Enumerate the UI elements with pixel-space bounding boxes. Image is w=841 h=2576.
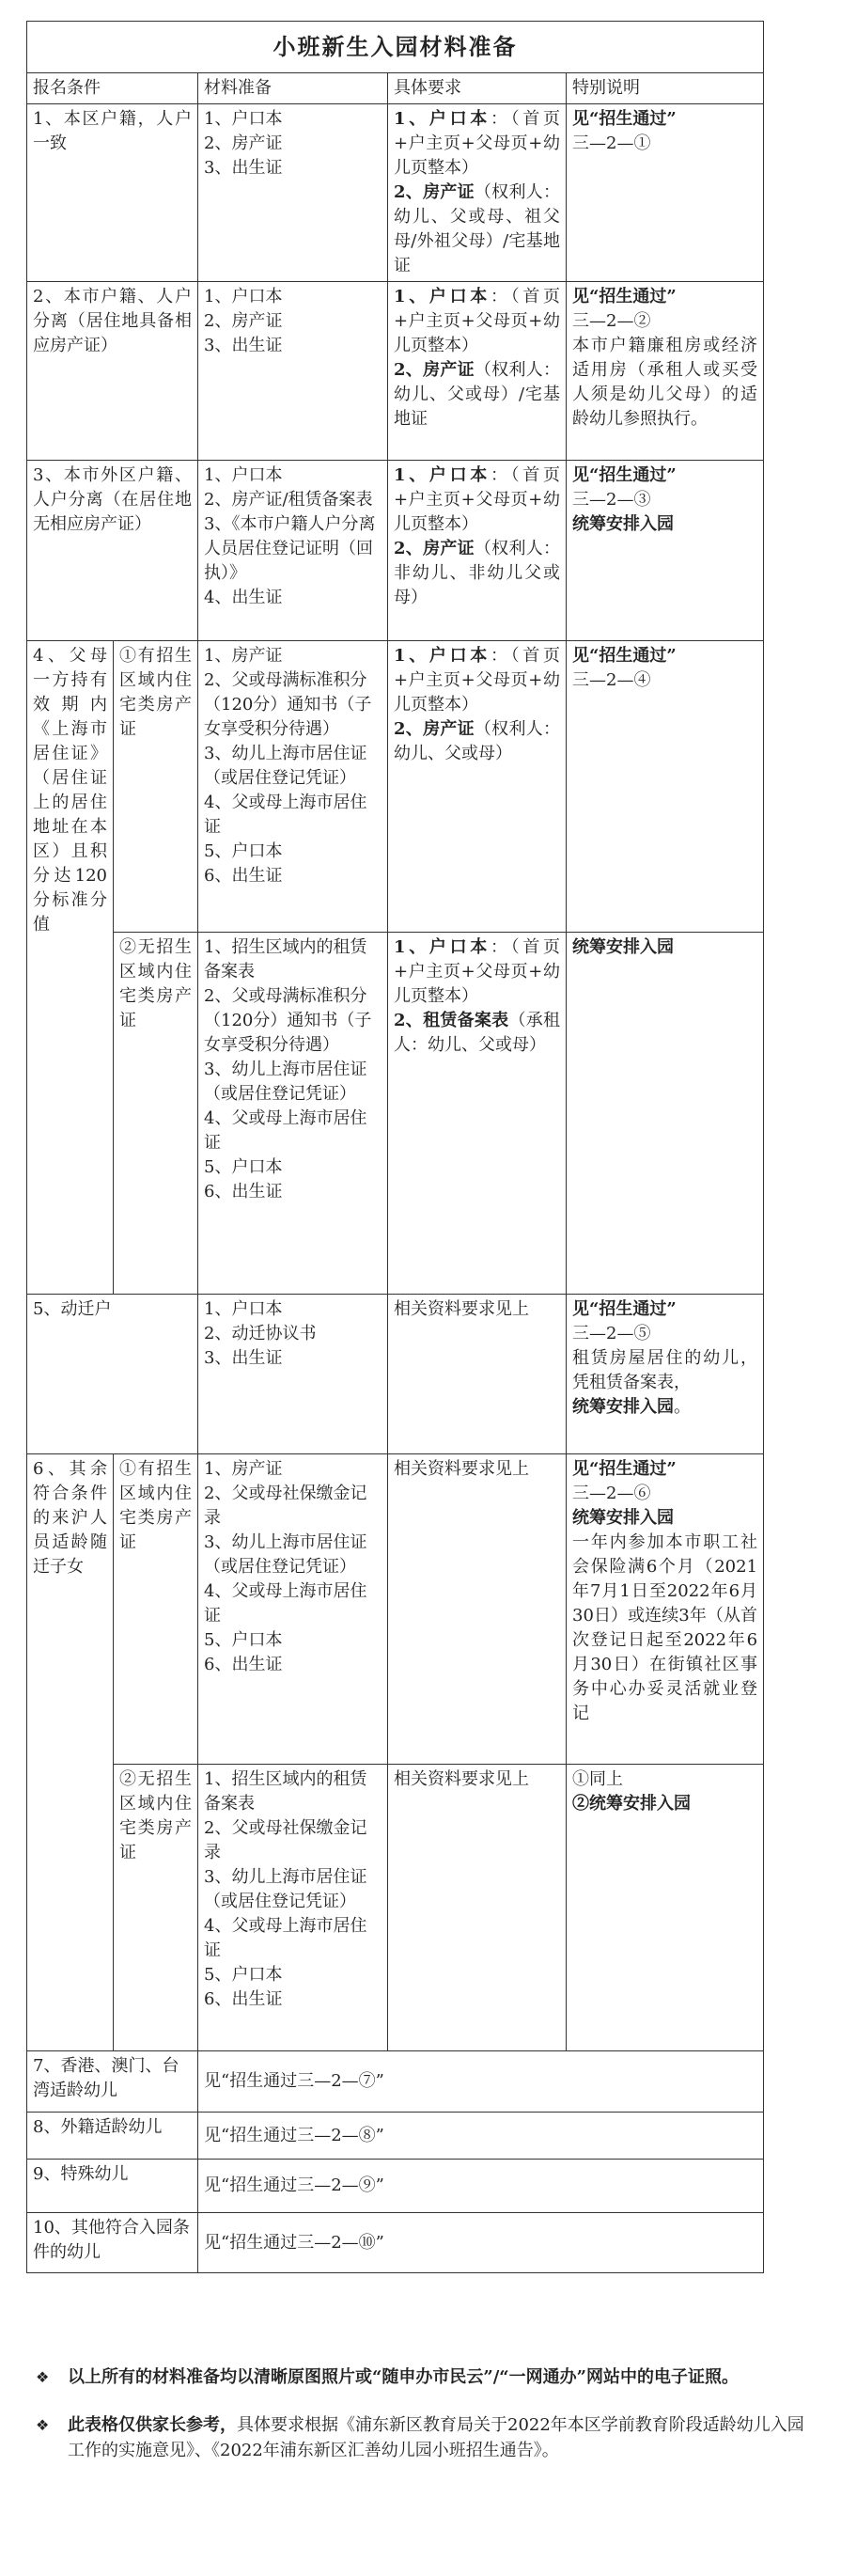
material-item: 4、父或母上海市居住证 — [204, 1581, 367, 1626]
material-item: 2、父或母满标准积分（120分）通知书（子女享受积分待遇） — [204, 986, 372, 1055]
notes-cell — [567, 282, 764, 461]
table-row — [27, 2213, 764, 2273]
table-row — [27, 1295, 764, 1454]
bold-text: 1、户口本 — [394, 287, 491, 306]
bold-text: 见“招生通过” — [572, 287, 677, 306]
text-line — [572, 309, 757, 334]
condition-cell: 8、外籍适龄幼儿 — [27, 2113, 198, 2160]
requirements-cell: 相关资料要求见上 — [388, 1765, 567, 2051]
notes-cell: 见“招生通过三—2—⑨” — [198, 2160, 764, 2213]
condition-cell: 2、本市户籍、人户分离（居住地具备相应房产证） — [27, 282, 198, 461]
table-row — [27, 461, 764, 641]
materials-cell — [198, 641, 388, 933]
text-line — [572, 488, 757, 512]
text-line — [394, 935, 560, 1009]
plain-text: ：（首页+户主页+父母页+幼儿页整本） — [394, 937, 561, 1006]
material-item: 1、户口本 — [204, 1299, 283, 1319]
material-item: 4、父或母上海市居住证 — [204, 1916, 367, 1960]
table-row — [27, 1765, 764, 2051]
subcondition-cell: ②无招生区域内住宅类房产证 — [114, 933, 198, 1295]
header-row — [27, 73, 764, 104]
bold-text: 2、租赁备案表 — [394, 1011, 509, 1030]
condition-cell: 10、其他符合入园条件的幼儿 — [27, 2213, 198, 2273]
material-item: 3、幼儿上海市居住证（或居住登记凭证） — [204, 1867, 367, 1911]
text-line — [394, 107, 560, 181]
text-line — [572, 512, 757, 537]
footnote-text — [68, 2412, 806, 2463]
material-item: 3、幼儿上海市居住证（或居住登记凭证） — [204, 1060, 367, 1104]
text-line — [572, 1395, 757, 1420]
notes-cell — [567, 933, 764, 1295]
material-item: 3、幼儿上海市居住证（或居住登记凭证） — [204, 744, 367, 788]
bold-text: 见“招生通过” — [572, 465, 677, 485]
material-item: 5、户口本 — [204, 1965, 283, 1985]
text-line — [394, 537, 560, 610]
requirements-cell — [388, 461, 567, 641]
bold-text: 2、房产证 — [394, 719, 475, 739]
notes-cell — [567, 1295, 764, 1454]
material-item: 6、出生证 — [204, 1989, 283, 2009]
material-item: 5、户口本 — [204, 1630, 283, 1650]
material-item: 6、出生证 — [204, 1182, 283, 1202]
footnotes — [36, 2364, 806, 2486]
material-item: 2、父或母社保缴金记录 — [204, 1818, 367, 1862]
requirements-cell — [388, 641, 567, 933]
material-item: 6、出生证 — [204, 866, 283, 886]
subcondition-cell: ①有招生区域内住宅类房产证 — [114, 641, 198, 933]
header-requirements: 具体要求 — [388, 73, 567, 104]
diamond-bullet-icon: ❖ — [36, 2368, 50, 2386]
notes-cell: 见“招生通过三—2—⑩” — [198, 2213, 764, 2273]
table-row — [27, 2160, 764, 2213]
header-materials: 材料准备 — [198, 73, 388, 104]
material-item: 2、房产证 — [204, 134, 283, 153]
text-line — [572, 1792, 757, 1816]
text-line — [572, 1767, 757, 1792]
material-item: 3、出生证 — [204, 336, 283, 355]
text-line — [572, 107, 757, 132]
text-line — [572, 644, 757, 668]
subcondition-cell: ②无招生区域内住宅类房产证 — [114, 1765, 198, 2051]
footnote-rest: 具体要求根据《浦东新区教育局关于2022年本区学前教育阶段适龄幼儿入园工作的实施意见》、《2022年浦东新区汇善幼儿园小班招生通告》。 — [68, 2415, 804, 2460]
notes-cell: 见“招生通过三—2—⑦” — [198, 2051, 764, 2113]
plain-text: 。 — [674, 1397, 691, 1417]
notes-cell — [567, 104, 764, 282]
material-item: 6、出生证 — [204, 1655, 283, 1674]
material-item: 2、动迁协议书 — [204, 1324, 317, 1343]
requirements-cell — [388, 104, 567, 282]
bold-text: 统筹安排入园 — [572, 1508, 674, 1528]
text-line — [394, 285, 560, 358]
condition-cell: 1、本区户籍，人户一致 — [27, 104, 198, 282]
table-row — [27, 104, 764, 282]
subcondition-cell: ①有招生区域内住宅类房产证 — [114, 1454, 198, 1765]
materials-cell — [198, 282, 388, 461]
table-row — [27, 282, 764, 461]
plain-text: （权利人：幼儿、父或母、祖父母/外祖父母）/宅基地证 — [394, 182, 561, 275]
notes-cell — [567, 461, 764, 641]
text-line — [572, 285, 757, 309]
text-line — [572, 1346, 757, 1395]
header-condition: 报名条件 — [27, 73, 198, 104]
footnote-item — [36, 2364, 806, 2390]
text-line — [572, 668, 757, 693]
text-line — [394, 717, 560, 766]
plain-text: 三—2—③ — [572, 490, 651, 510]
condition-cell: 3、本市外区户籍、人户分离（在居住地无相应房产证） — [27, 461, 198, 641]
plain-text: 租赁房屋居住的幼儿，凭租赁备案表， — [572, 1348, 758, 1392]
materials-cell — [198, 461, 388, 641]
bold-text: 1、户口本 — [394, 937, 491, 957]
materials-table — [26, 21, 764, 2273]
material-item: 3、《本市户籍人户分离人员居住登记证明（回执）》 — [204, 514, 376, 583]
table-title: 小班新生入园材料准备 — [27, 22, 764, 73]
table-row — [27, 2051, 764, 2113]
plain-text: ：（首页+户主页+父母页+幼儿页整本） — [394, 287, 561, 355]
bold-text: 2、房产证 — [394, 539, 475, 558]
plain-text: 本市户籍廉租房或经济适用房（承租人或买受人须是幼儿父母）的适龄幼儿参照执行。 — [572, 336, 758, 429]
requirements-cell: 相关资料要求见上 — [388, 1454, 567, 1765]
plain-text: ：（首页+户主页+父母页+幼儿页整本） — [394, 109, 561, 178]
bold-text: 见“招生通过” — [572, 646, 677, 666]
material-item: 1、房产证 — [204, 1459, 283, 1479]
notes-cell — [567, 641, 764, 933]
notes-cell — [567, 1454, 764, 1765]
text-line — [572, 132, 757, 156]
condition-cell: 4、父母一方持有效期内《上海市居住证》（居住证上的居住地址在本区）且积分达120分标准分值 — [27, 641, 114, 1295]
plain-text: 三—2—⑥ — [572, 1484, 651, 1503]
text-line — [572, 1506, 757, 1531]
bold-text: 统筹安排入园 — [572, 1397, 674, 1417]
notes-cell: 见“招生通过三—2—⑧” — [198, 2113, 764, 2160]
material-item: 5、户口本 — [204, 841, 283, 861]
material-item: 5、户口本 — [204, 1157, 283, 1177]
text-line — [572, 1457, 757, 1482]
footnote-text: 以上所有的材料准备均以清晰原图照片或“随申办市民云”/“一网通办”网站中的电子证照。 — [68, 2367, 739, 2387]
material-item: 1、户口本 — [204, 287, 283, 306]
plain-text: 三—2—④ — [572, 670, 651, 690]
table-row — [27, 1454, 764, 1765]
text-line — [572, 1322, 757, 1346]
material-item: 1、招生区域内的租赁备案表 — [204, 1769, 367, 1814]
text-line — [572, 1482, 757, 1506]
plain-text: 三—2—① — [572, 134, 651, 153]
bold-text: ②统筹安排入园 — [572, 1794, 691, 1814]
material-item: 3、幼儿上海市居住证（或居住登记凭证） — [204, 1532, 367, 1577]
requirements-cell: 相关资料要求见上 — [388, 1295, 567, 1454]
plain-text: ①同上 — [572, 1769, 623, 1789]
text-line — [394, 358, 560, 432]
condition-cell: 7、香港、澳门、台湾适龄幼儿 — [27, 2051, 198, 2113]
plain-text: （权利人：非幼儿、非幼儿父或母） — [394, 539, 561, 607]
bold-text: 1、户口本 — [394, 109, 491, 129]
bold-text: 2、房产证 — [394, 182, 475, 202]
material-item: 1、户口本 — [204, 109, 283, 129]
material-item: 3、出生证 — [204, 158, 283, 178]
header-notes: 特别说明 — [567, 73, 764, 104]
materials-cell — [198, 1295, 388, 1454]
bold-text: 见“招生通过” — [572, 1299, 677, 1319]
material-item: 4、父或母上海市居住证 — [204, 793, 367, 837]
table-row — [27, 933, 764, 1295]
material-item: 2、房产证/租赁备案表 — [204, 490, 373, 510]
table-row — [27, 2113, 764, 2160]
materials-cell — [198, 104, 388, 282]
text-line — [572, 334, 757, 432]
material-item: 2、父或母社保缴金记录 — [204, 1484, 367, 1528]
plain-text: 三—2—② — [572, 311, 651, 331]
footnote-bold: 此表格仅供家长参考， — [68, 2415, 237, 2435]
requirements-cell — [388, 282, 567, 461]
materials-cell — [198, 933, 388, 1295]
text-line — [394, 463, 560, 537]
condition-cell: 5、动迁户 — [27, 1295, 198, 1454]
material-item: 4、父或母上海市居住证 — [204, 1108, 367, 1153]
bold-text: 见“招生通过” — [572, 109, 677, 129]
material-item: 4、出生证 — [204, 588, 283, 607]
plain-text: 一年内参加本市职工社会保险满6个月（2021年7月1日至2022年6月30日）或连续3年（从首次登记日起至2022年6月30日）在街镇社区事务中心办妥灵活就业登记 — [572, 1532, 758, 1723]
material-item: 3、出生证 — [204, 1348, 283, 1368]
materials-cell — [198, 1765, 388, 2051]
text-line — [394, 644, 560, 717]
material-item: 2、房产证 — [204, 311, 283, 331]
text-line — [394, 181, 560, 278]
material-item: 2、父或母满标准积分（120分）通知书（子女享受积分待遇） — [204, 670, 372, 739]
bold-text: 2、房产证 — [394, 360, 475, 380]
table-row — [27, 641, 764, 933]
diamond-bullet-icon: ❖ — [36, 2416, 50, 2434]
material-item: 1、房产证 — [204, 646, 283, 666]
plain-text: （承租人：幼儿、父或母） — [394, 1011, 561, 1055]
notes-cell — [567, 1765, 764, 2051]
plain-text: （权利人：幼儿、父或母） — [394, 719, 561, 763]
text-line — [572, 1297, 757, 1322]
requirements-cell — [388, 933, 567, 1295]
text-line — [572, 935, 757, 960]
text-line — [572, 1531, 757, 1726]
plain-text: （权利人：幼儿、父或母）/宅基地证 — [394, 360, 561, 429]
bold-text: 1、户口本 — [394, 646, 491, 666]
bold-text: 1、户口本 — [394, 465, 491, 485]
text-line — [572, 463, 757, 488]
footnote-item — [36, 2412, 806, 2463]
plain-text: 三—2—⑤ — [572, 1324, 651, 1343]
text-line — [394, 1009, 560, 1058]
plain-text: ：（首页+户主页+父母页+幼儿页整本） — [394, 646, 561, 715]
bold-text: 统筹安排入园 — [572, 937, 674, 957]
material-item: 1、户口本 — [204, 465, 283, 485]
plain-text: ：（首页+户主页+父母页+幼儿页整本） — [394, 465, 561, 534]
material-item: 1、招生区域内的租赁备案表 — [204, 937, 367, 982]
materials-cell — [198, 1454, 388, 1765]
condition-cell: 6、其余符合条件的来沪人员适龄随迁子女 — [27, 1454, 114, 2051]
bold-text: 见“招生通过” — [572, 1459, 677, 1479]
condition-cell: 9、特殊幼儿 — [27, 2160, 198, 2213]
bold-text: 统筹安排入园 — [572, 514, 674, 534]
